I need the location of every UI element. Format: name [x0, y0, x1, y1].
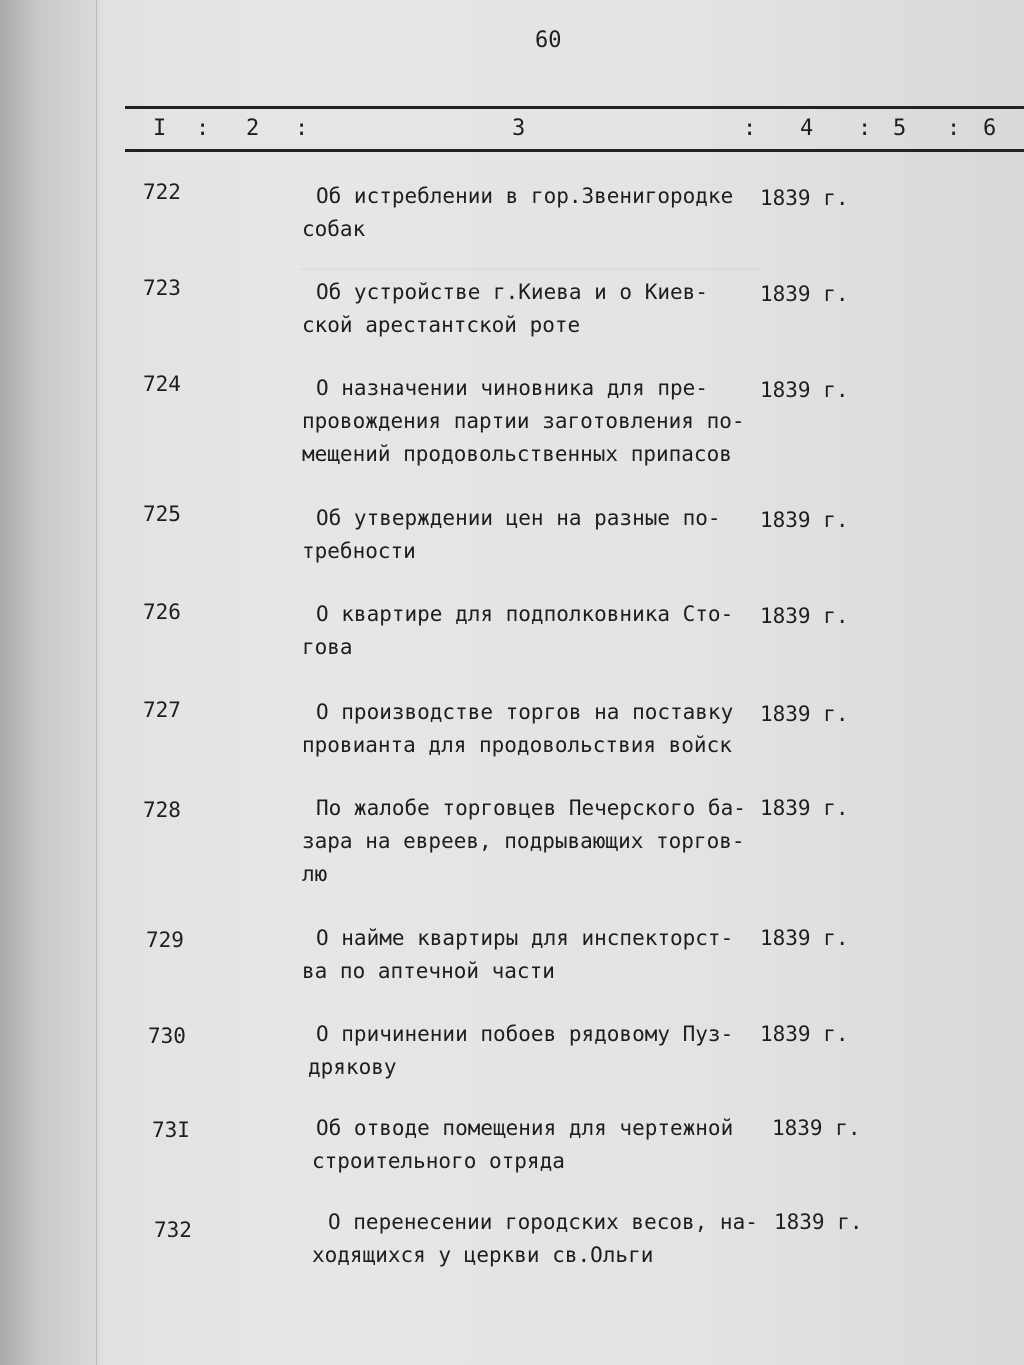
title-line: лю — [302, 862, 328, 886]
entry-number: 725 — [143, 502, 181, 526]
entry-number: 722 — [143, 180, 181, 204]
entry-title — [302, 598, 762, 664]
entry-year: 1839 г. — [760, 796, 849, 820]
entry-title — [302, 180, 762, 246]
book-gutter — [0, 0, 105, 1365]
title-line: дрякову — [308, 1055, 397, 1079]
entry-year: 1839 г. — [760, 1022, 849, 1046]
entry-title — [302, 1206, 762, 1272]
header-rule-top — [125, 106, 1024, 109]
column-separator: : — [196, 116, 210, 141]
column-separator: : — [947, 116, 961, 141]
title-line: мещений продовольственных припасов — [302, 442, 732, 466]
column-header-5: 5 — [893, 116, 907, 141]
entry-number: 727 — [143, 698, 181, 722]
column-header-4: 4 — [800, 116, 814, 141]
title-line: Об отводе помещения для чертежной — [316, 1116, 734, 1140]
entry-title — [302, 792, 762, 891]
title-line: О назначении чиновника для пре- — [316, 376, 708, 400]
title-line: О найме квартиры для инспекторст- — [316, 926, 734, 950]
entry-year: 1839 г. — [760, 926, 849, 950]
entry-year: 1839 г. — [774, 1210, 863, 1234]
title-line: требности — [302, 539, 416, 563]
entry-year: 1839 г. — [760, 604, 849, 628]
entry-year: 1839 г. — [760, 702, 849, 726]
column-header-3: 3 — [512, 116, 526, 141]
entry-number: 724 — [143, 372, 181, 396]
title-line: ской арестантской роте — [302, 313, 581, 337]
column-header-6: 6 — [983, 116, 997, 141]
title-line: Об истреблении в гор.Звенигородке — [316, 184, 734, 208]
entry-title — [302, 276, 762, 342]
entry-number: 726 — [143, 600, 181, 624]
column-header-2: 2 — [246, 116, 260, 141]
title-line: О перенесении городских весов, на- — [328, 1210, 758, 1234]
title-line: По жалобе торговцев Печерского ба- — [316, 796, 746, 820]
column-separator: : — [743, 116, 757, 141]
entry-year: 1839 г. — [760, 282, 849, 306]
title-line: Об устройстве г.Киева и о Киев- — [316, 280, 708, 304]
title-line: гова — [302, 635, 353, 659]
header-rule-bottom — [125, 149, 1024, 152]
entry-number: 732 — [154, 1218, 192, 1242]
column-separator: : — [295, 116, 309, 141]
title-line: О квартире для подполковника Сто- — [316, 602, 734, 626]
page-edge — [96, 0, 97, 1365]
entry-year: 1839 г. — [772, 1116, 861, 1140]
entry-year: 1839 г. — [760, 378, 849, 402]
title-line: провианта для продовольствия войск — [302, 733, 732, 757]
entry-title — [302, 696, 762, 762]
title-line: ходящихся у церкви св.Ольги — [312, 1243, 654, 1267]
column-separator: : — [858, 116, 872, 141]
entry-number: 728 — [143, 798, 181, 822]
title-line: провождения партии заготовления по- — [302, 409, 745, 433]
column-header-1: I — [153, 116, 167, 141]
entry-number: 729 — [146, 928, 184, 952]
title-line: О причинении побоев рядовому Пуз- — [316, 1022, 734, 1046]
entry-number: 723 — [143, 276, 181, 300]
title-line: собак — [302, 217, 366, 241]
entry-title — [302, 502, 762, 568]
entry-title — [302, 1018, 762, 1084]
entry-year: 1839 г. — [760, 186, 849, 210]
title-line: зара на евреев, подрывающих торгов- — [302, 829, 745, 853]
entry-title — [302, 372, 762, 471]
title-line: строительного отряда — [312, 1149, 565, 1173]
entry-title — [302, 922, 762, 988]
title-line: ва по аптечной части — [302, 959, 555, 983]
entry-title — [302, 1112, 762, 1178]
title-line: Об утверждении цен на разные по- — [316, 506, 721, 530]
title-line: О производстве торгов на поставку — [316, 700, 734, 724]
entry-number: 730 — [148, 1024, 186, 1048]
entry-year: 1839 г. — [760, 508, 849, 532]
entry-number: 73I — [152, 1118, 190, 1142]
page-number: 60 — [535, 28, 562, 53]
